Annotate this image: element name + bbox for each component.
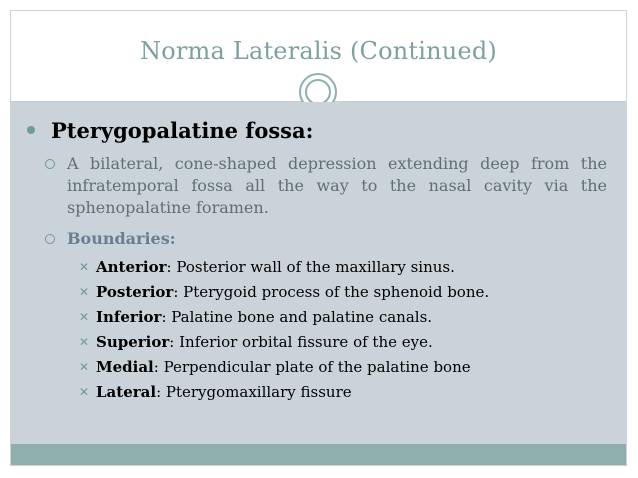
boundaries-heading: Boundaries: <box>67 229 176 248</box>
boundary-description: : Pterygomaxillary fissure <box>156 383 352 401</box>
boundary-item <box>79 382 609 402</box>
ring-icon <box>45 234 55 244</box>
boundary-item <box>79 307 609 327</box>
description-text: A bilateral, cone-shaped depression extending deep from the infratemporal fossa all the way to the nasal cavity via the sphenopalatine foramen. <box>67 154 607 217</box>
description-bullet <box>45 153 607 219</box>
boundary-item <box>79 282 609 302</box>
boundary-description: : Pterygoid process of the sphenoid bone. <box>173 283 490 301</box>
boundary-term: Posterior <box>96 283 174 301</box>
slide <box>10 10 627 466</box>
slide-title: Norma Lateralis (Continued) <box>140 37 497 65</box>
filled-circle-icon <box>27 126 35 134</box>
x-mark-icon: ✕ <box>79 335 90 349</box>
boundary-description: : Inferior orbital fissure of the eye. <box>169 333 433 351</box>
footer-bar <box>11 444 626 465</box>
boundary-term: Medial <box>96 358 154 376</box>
x-mark-icon: ✕ <box>79 285 90 299</box>
x-mark-icon: ✕ <box>79 360 90 374</box>
boundary-term: Inferior <box>96 308 162 326</box>
boundary-description: : Perpendicular plate of the palatine bone <box>153 358 471 376</box>
boundary-description: : Palatine bone and palatine canals. <box>161 308 433 326</box>
boundary-item <box>79 257 609 277</box>
boundary-term: Superior <box>96 333 170 351</box>
boundaries-bullet <box>45 228 607 250</box>
ring-icon <box>45 159 55 169</box>
boundary-description: : Posterior wall of the maxillary sinus. <box>166 258 455 276</box>
main-bullet-label: Pterygopalatine fossa: <box>51 118 314 143</box>
boundary-item <box>79 332 609 352</box>
boundary-term: Lateral <box>96 383 157 401</box>
x-mark-icon: ✕ <box>79 310 90 324</box>
boundary-item <box>79 357 609 377</box>
x-mark-icon: ✕ <box>79 260 90 274</box>
x-mark-icon: ✕ <box>79 385 90 399</box>
boundary-term: Anterior <box>96 258 167 276</box>
content-area <box>11 102 626 446</box>
